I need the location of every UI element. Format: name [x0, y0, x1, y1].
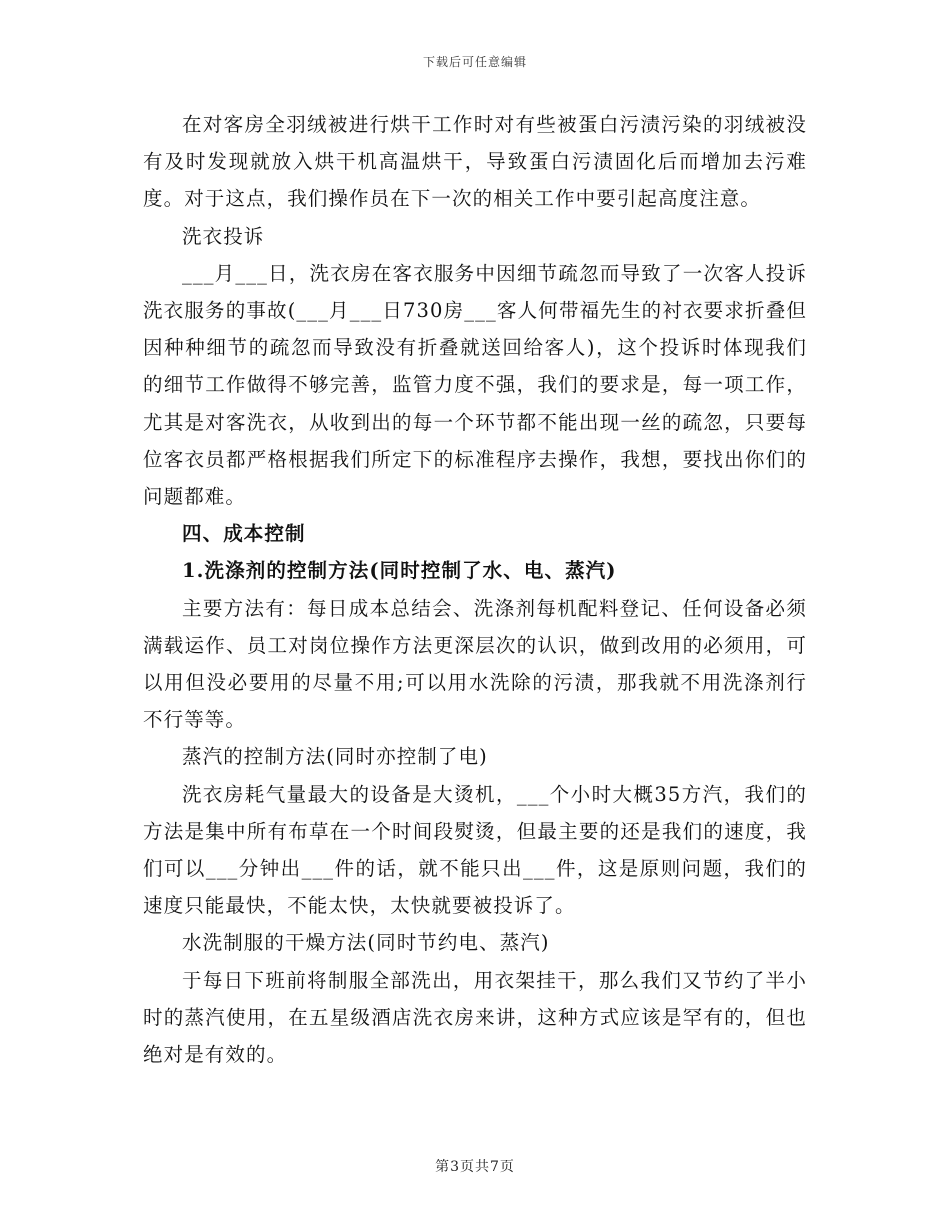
paragraph-uniform-drying-title: 水洗制服的干燥方法(同时节约电、蒸汽): [182, 931, 550, 955]
paragraph-laundry-complaint: ___月___日，洗衣房在客衣服务中因细节疏忽而导致了一次客人投诉洗衣服务的事故(___月___日730房___客人何带福先生的衬衣要求折叠但因种种细节的疏忽而导致没有折叠就送回给客人)，这个投诉时体现我们的细节工作做得不够完善，监管力度不强，我们的要求是，每一项工作，尤其是对客洗衣，从收到出的每一个环节都不能出现一丝的疏忽，只要每位客衣员都严格根据我们所定下的标准程序去操作，我想，要找出你们的问题都难。: [143, 261, 807, 509]
document-body: [143, 106, 807, 1073]
paragraph-steam-control: 洗衣房耗气量最大的设备是大烫机，___个小时大概35方汽，我们的方法是集中所有布草在一个时间段熨烫，但最主要的还是我们的速度，我们可以___分钟出___件的话，就不能只出___件，这是原则问题，我们的速度只能最快，不能太快，太快就要被投诉了。: [143, 782, 807, 918]
subheading-detergent-control: 1.洗涤剂的控制方法(同时控制了水、电、蒸汽): [182, 559, 617, 583]
section-heading-cost-control: 四、成本控制: [182, 522, 306, 546]
page-footer: 第3页共7页: [435, 1159, 515, 1175]
paragraph-steam-control-title: 蒸汽的控制方法(同时亦控制了电): [182, 745, 488, 769]
paragraph-laundry-complaint-title: 洗衣投诉: [182, 224, 265, 248]
paragraph-down-quilt-drying: 在对客房全羽绒被进行烘干工作时对有些被蛋白污渍污染的羽绒被没有及时发现就放入烘干机高温烘干，导致蛋白污渍固化后而增加去污难度。对于这点，我们操作员在下一次的相关工作中要引起高度注意。: [143, 113, 807, 211]
page-header: 下载后可任意编辑: [422, 55, 527, 69]
paragraph-main-methods: 主要方法有：每日成本总结会、洗涤剂每机配料登记、任何设备必须满载运作、员工对岗位操作方法更深层次的认识，做到改用的必须用，可以用但没必要用的尽量不用;可以用水洗除的污渍，那我就不用洗涤剂行不行等等。: [143, 596, 807, 732]
paragraph-uniform-drying: 于每日下班前将制服全部洗出，用衣架挂干，那么我们又节约了半小时的蒸汽使用，在五星级酒店洗衣房来讲，这种方式应该是罕有的，但也绝对是有效的。: [143, 968, 807, 1067]
